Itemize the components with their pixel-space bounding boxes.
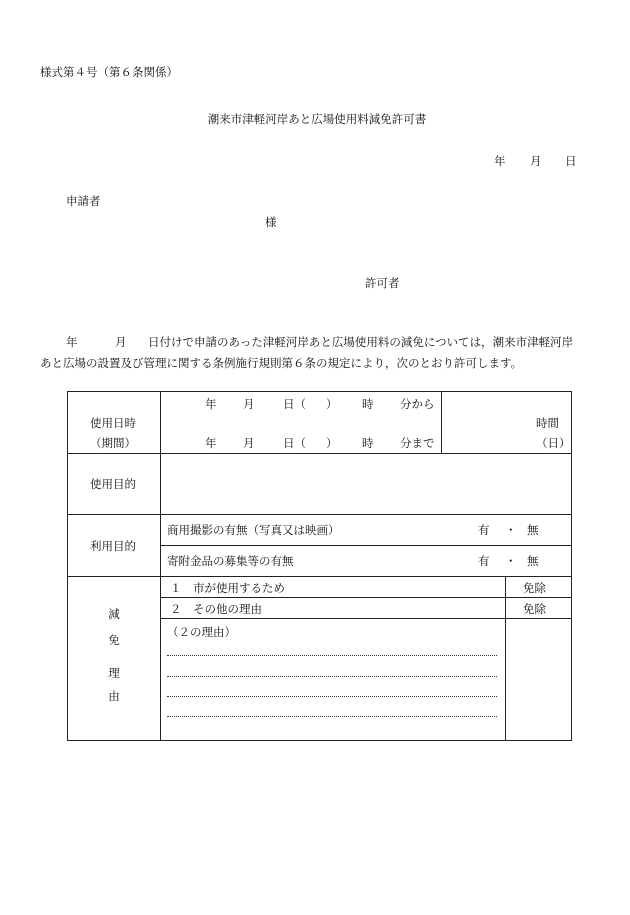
to-paren-close: ） [326, 436, 338, 450]
applicant-label: 申請者 [66, 194, 101, 208]
table-border-left [67, 391, 68, 741]
reduction-char-1: 減 [108, 607, 120, 621]
donation-solicitation-yes: 有 [478, 554, 490, 568]
commercial-filming-no: 無 [527, 523, 539, 537]
from-month: 月 [243, 397, 255, 411]
row-divider [67, 453, 572, 454]
body-line2: あと広場の設置及び管理に関する条例施行規則第６条の規定により，次のとおり許可します。 [40, 356, 523, 370]
reason-dotted-line [167, 676, 497, 677]
reason-dotted-line [167, 696, 497, 697]
honorific-sama: 様 [265, 215, 277, 229]
reason-other: ２ その他の理由 [170, 602, 262, 616]
period-label: （期間） [90, 436, 136, 450]
label-column-divider [160, 391, 161, 741]
commercial-filming-sep: ・ [505, 523, 517, 537]
row-divider [160, 597, 572, 598]
commercial-filming-yes: 有 [478, 523, 490, 537]
from-paren-close: ） [326, 397, 338, 411]
document-title: 潮来市津軽河岸あと広場使用料減免許可書 [207, 112, 427, 126]
other-reason-label: （２の理由） [167, 625, 236, 639]
issue-date-year: 年 [494, 154, 506, 168]
reason-city-use-status: 免除 [523, 581, 546, 595]
reason-city-use: １ 市が使用するため [170, 581, 285, 595]
to-day: 日（ [283, 436, 306, 450]
form-number: 様式第４号（第６条関係） [40, 65, 178, 79]
row-divider [160, 618, 572, 619]
row-divider [67, 576, 572, 577]
total-hours-label: 時間 [536, 416, 559, 430]
row-divider [67, 514, 572, 515]
from-minute: 分から [400, 397, 435, 411]
row-divider [160, 545, 572, 546]
datetime-column-divider [441, 391, 442, 453]
reduction-char-2: 免 [108, 633, 120, 647]
to-minute: 分まで [400, 436, 435, 450]
commercial-filming-text: 商用撮影の有無（写真又は映画） [167, 523, 340, 537]
permitter-label: 許可者 [365, 276, 400, 290]
body-month: 月 [115, 335, 127, 349]
body-line1: 日付けで申請のあった津軽河岸あと広場使用料の減免については，潮来市津軽河岸 [148, 335, 574, 349]
reason-dotted-line [167, 655, 497, 656]
to-year: 年 [205, 436, 217, 450]
status-column-divider [505, 576, 506, 741]
issue-date-month: 月 [530, 154, 542, 168]
issue-date-day: 日 [565, 154, 577, 168]
total-days-label: （日） [536, 436, 571, 450]
from-hour: 時 [362, 397, 374, 411]
body-year: 年 [66, 335, 78, 349]
from-year: 年 [205, 397, 217, 411]
to-month: 月 [243, 436, 255, 450]
table-border-top [67, 391, 572, 392]
reason-dotted-line [167, 716, 497, 717]
table-border-bottom [67, 740, 572, 741]
reduction-char-4: 由 [108, 689, 120, 703]
usage-purpose-label: 利用目的 [90, 539, 136, 553]
donation-solicitation-text: 寄附金品の募集等の有無 [167, 554, 294, 568]
reason-other-status: 免除 [523, 602, 546, 616]
from-day: 日（ [283, 397, 306, 411]
donation-solicitation-no: 無 [527, 554, 539, 568]
reduction-char-3: 理 [108, 666, 120, 680]
purpose-label: 使用目的 [90, 477, 136, 491]
to-hour: 時 [362, 436, 374, 450]
donation-solicitation-sep: ・ [505, 554, 517, 568]
datetime-label: 使用日時 [90, 416, 136, 430]
table-border-right [571, 391, 572, 741]
